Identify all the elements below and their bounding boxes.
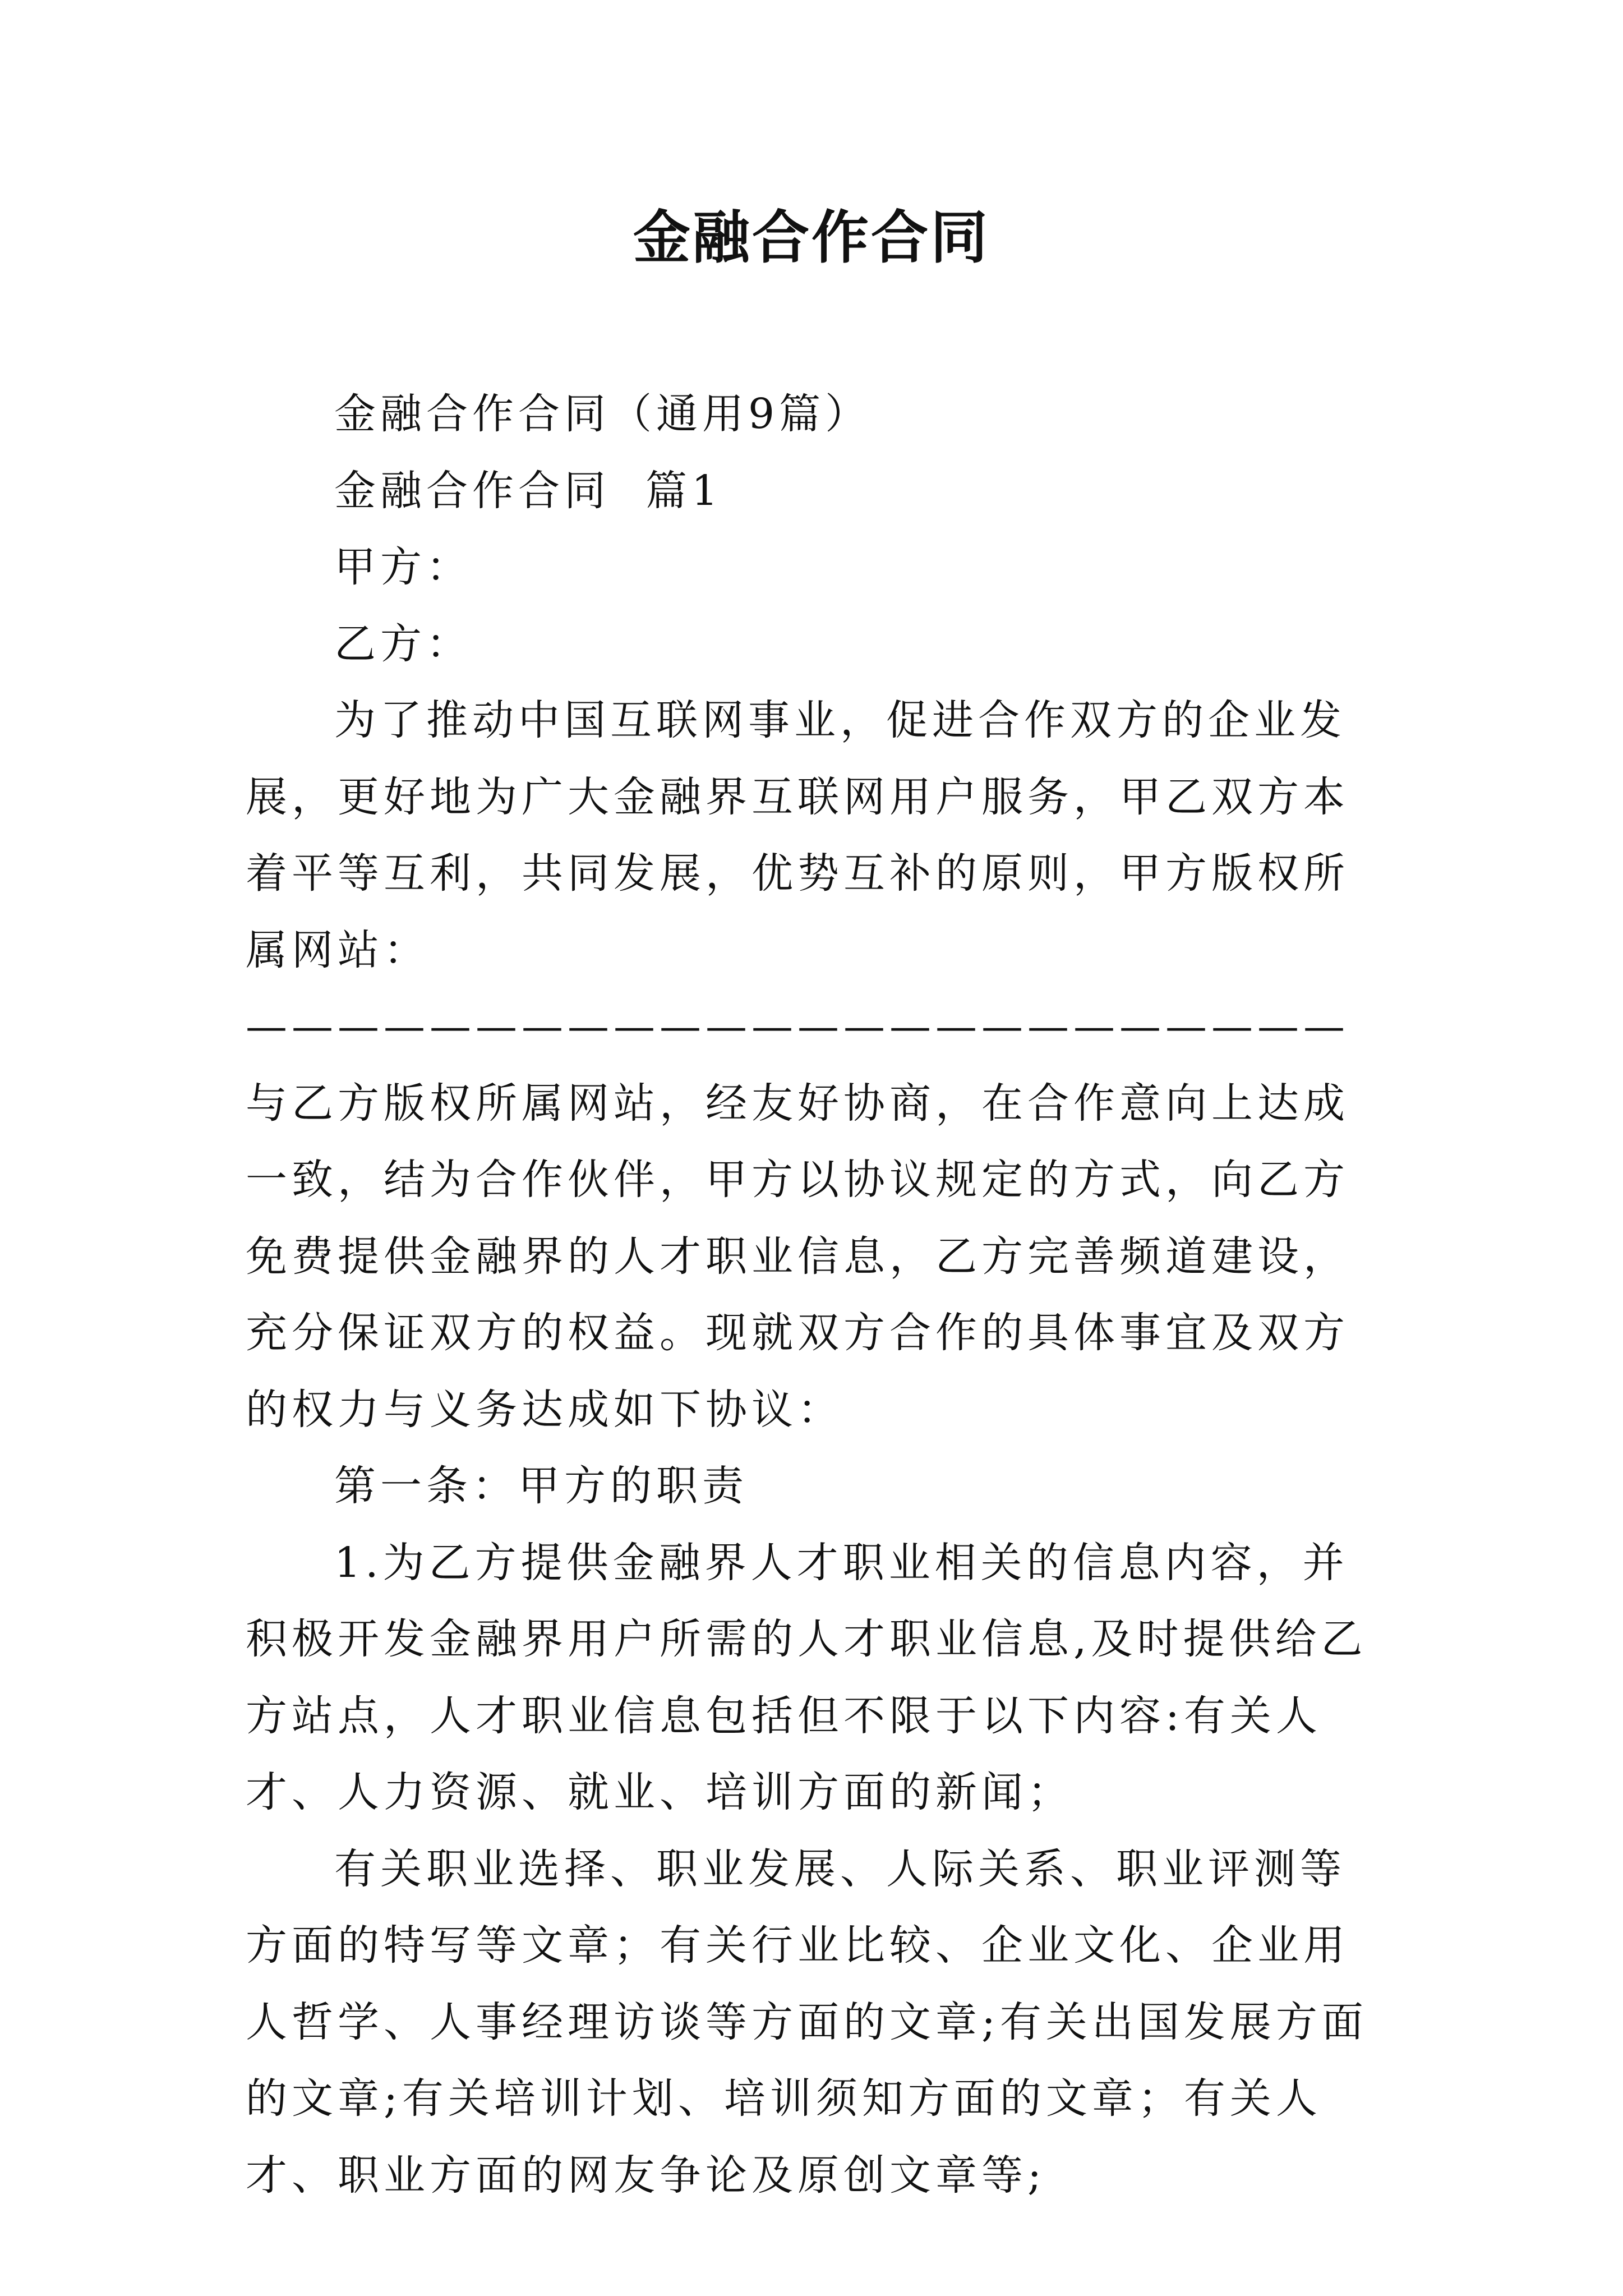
intro-paragraph: 为了推动中国互联网事业，促进合作双方的企业发展，更好地为广大金融界互联网用户服务，甲乙双方本着平等互利，共同发展，优势互补的原则，甲方版权所属网站：————————————————————————与乙方版权所属网站，经友好协商，在合作意向上达成一致，结为合作伙伴，甲方以协议规定的方式，向乙方免费提供金融界的人才职业信息，乙方完善频道建设，充分保证双方的权益。现就双方合作的具体事宜及双方的权力与义务达成如下协议： <box>246 696 1349 1434</box>
party-a-line: 甲方： <box>334 543 472 591</box>
section-heading: 金融合作合同 篇1 <box>334 466 723 515</box>
document-body <box>246 376 1378 2214</box>
article-heading: 第一条：甲方的职责 <box>334 1462 748 1510</box>
clause-paragraph: 1.为乙方提供金融界人才职业相关的信息内容，并积极开发金融界用户所需的人才职业信息,及时提供给乙方站点，人才职业信息包括但不限于以下内容:有关人才、人力资源、就业、培训方面的新闻； <box>246 1538 1367 1816</box>
subtitle-paragraph: 金融合作合同（通用9篇） <box>334 390 872 438</box>
party-b-line: 乙方： <box>334 619 472 668</box>
clause-continuation-paragraph: 有关职业选择、职业发展、人际关系、职业评测等方面的特写等文章；有关行业比较、企业文化、企业用人哲学、人事经理访谈等方面的文章;有关出国发展方面的文章;有关培训计划、培训须知方面的文章；有关人才、职业方面的网友争论及原创文章等; <box>246 1844 1368 2200</box>
document-title: 金融合作合同 <box>633 205 990 272</box>
